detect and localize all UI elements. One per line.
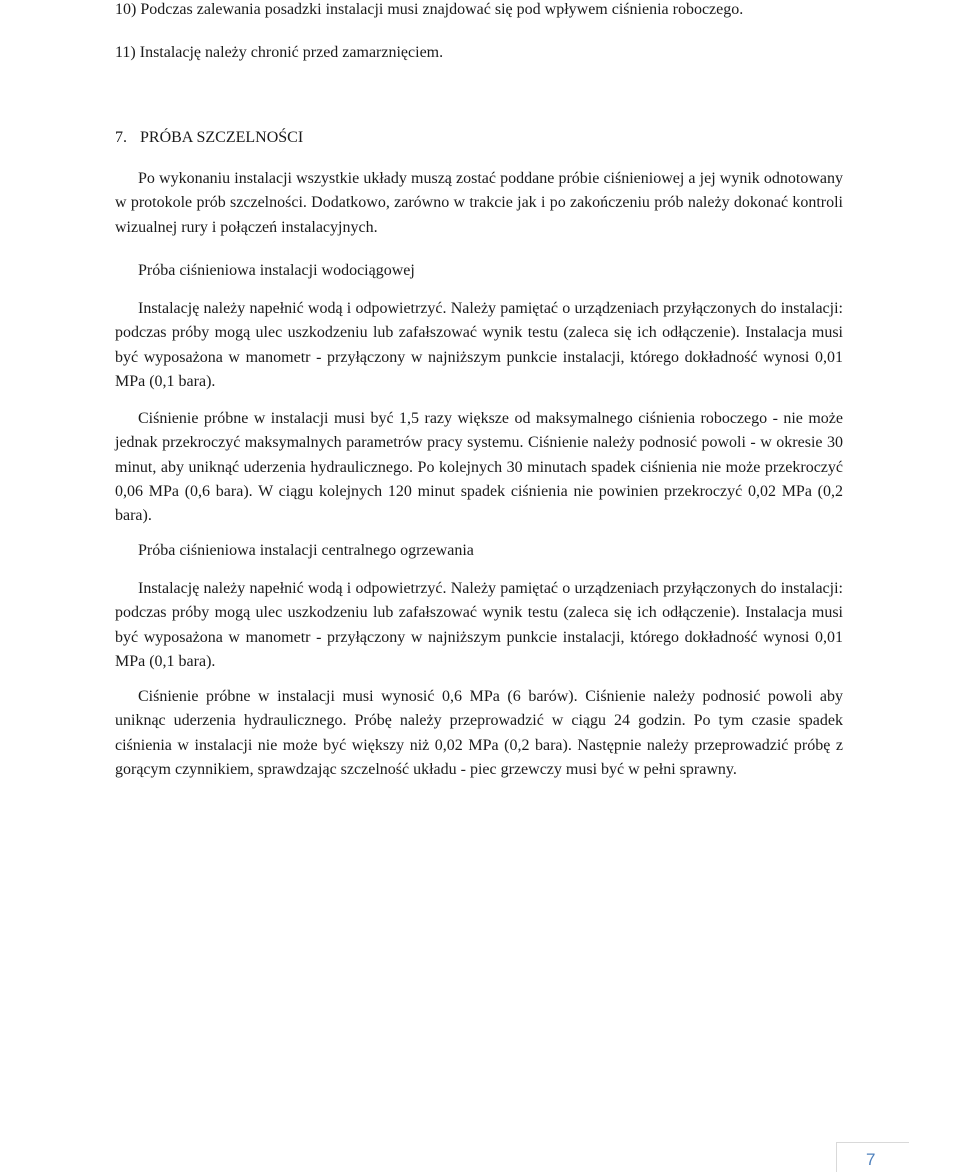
heating-test-body xyxy=(115,577,843,674)
heating-paragraph-1: Instalację należy napełnić wodą i odpowietrzyć. Należy pamiętać o urządzeniach przyłączonych do instalacji: podczas próby mogą ulec uszkodzeniu lub zafałszować wynik testu (zaleca się ich odłączenie). Instalacja musi być wyposażona w manometr - przyłączony w najniższym punkcie instalacji, którego dokładność wynosi 0,01 MPa (0,1 bara). xyxy=(115,580,843,670)
section-intro xyxy=(115,167,843,240)
section-title: PRÓBA SZCZELNOŚCI xyxy=(140,129,304,146)
heating-paragraph-2: Ciśnienie próbne w instalacji musi wynosić 0,6 MPa (6 barów). Ciśnienie należy podnosić powoli aby uniknąc uderzenia hydraulicznego. Próbę należy przeprowadzić w ciągu 24 godzin. Po tym czasie spadek ciśnienia w instalacji nie może być większy niż 0,02 MPa (0,2 bara). Następnie należy przeprowadzić próbę z gorącym czynnikiem, sprawdzając szczelność układu - piec grzewczy musi być w pełni sprawny. xyxy=(115,688,843,778)
heating-test-body-2 xyxy=(115,685,843,782)
water-test-body xyxy=(115,297,843,394)
page-number: 7 xyxy=(866,1150,876,1169)
water-paragraph-1: Instalację należy napełnić wodą i odpowietrzyć. Należy pamiętać o urządzeniach przyłączonych do instalacji: podczas próby mogą ulec uszkodzeniu lub zafałszować wynik testu (zaleca się ich odłączenie). Instalacja musi być wyposażona w manometr - przyłączony w najniższym punkcie instalacji, którego dokładność wynosi 0,01 MPa (0,1 bara). xyxy=(115,300,843,390)
water-test-heading: Próba ciśnieniowa instalacji wodociągowej xyxy=(138,262,415,279)
list-item-10: 10) Podczas zalewania posadzki instalacji musi znajdować się pod wpływem ciśnienia roboczego. xyxy=(115,1,744,18)
intro-paragraph: Po wykonaniu instalacji wszystkie układy muszą zostać poddane próbie ciśnieniowej a jej wynik odnotowany w protokole prób szczelności. Dodatkowo, zarówno w trakcie jak i po zakończeniu prób należy dokonać kontroli wizualnej rury i połączeń instalacyjnych. xyxy=(115,170,843,236)
water-test-body-2 xyxy=(115,407,843,528)
section-number: 7. xyxy=(115,129,127,146)
water-paragraph-2: Ciśnienie próbne w instalacji musi być 1,5 razy większe od maksymalnego ciśnienia roboczego - nie może jednak przekroczyć maksymalnych parametrów pracy systemu. Ciśnienie należy podnosić powoli - w okresie 30 minut, aby uniknąć uderzenia hydraulicznego. Po kolejnych 30 minutach spadek ciśnienia nie może przekroczyć 0,06 MPa (0,6 bara). W ciągu kolejnych 120 minut spadek ciśnienia nie powinien przekroczyć 0,02 MPa (0,2 bara). xyxy=(115,410,843,525)
list-item-11: 11) Instalację należy chronić przed zamarznięciem. xyxy=(115,44,444,61)
heating-test-heading: Próba ciśnieniowa instalacji centralnego ogrzewania xyxy=(138,542,474,559)
